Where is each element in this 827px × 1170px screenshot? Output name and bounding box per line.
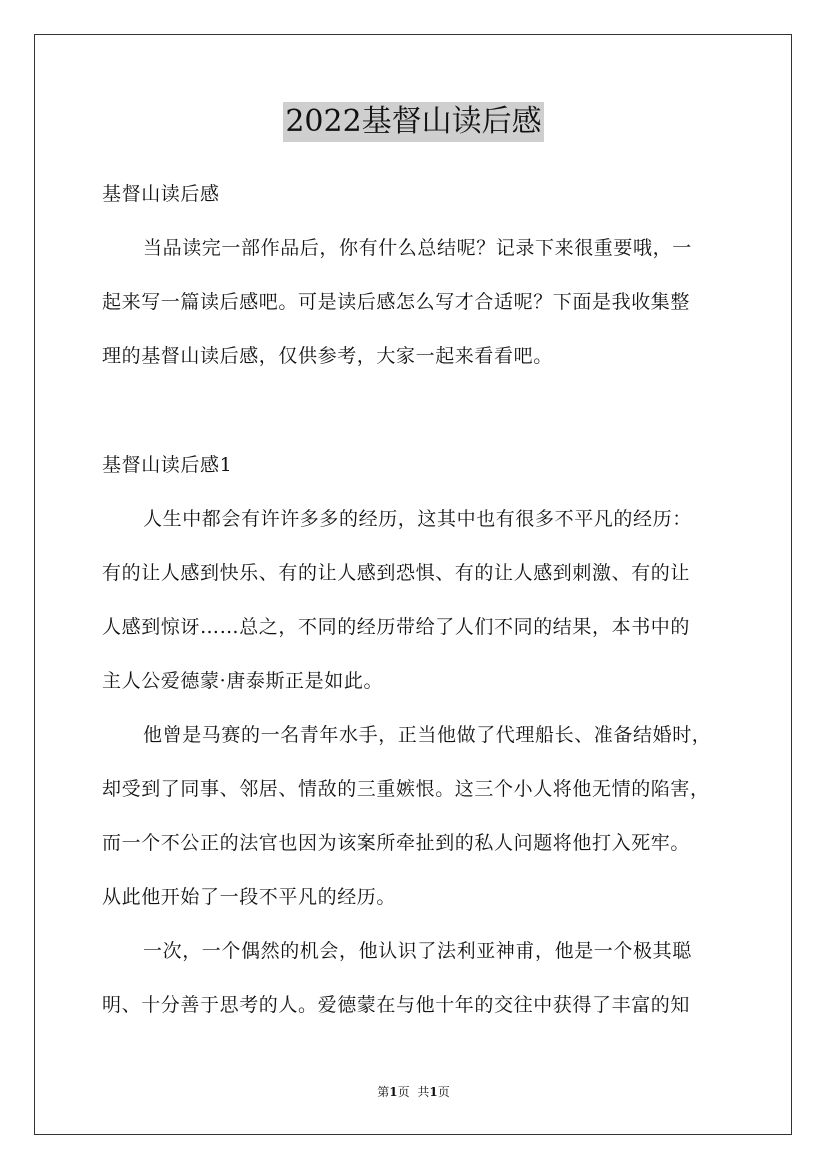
paragraph-line: 理的基督山读后感，仅供参考，大家一起来看看吧。 [102, 345, 553, 367]
paragraph-line: 起来写一篇读后感吧。可是读后感怎么写才合适呢？下面是我收集整 [102, 291, 691, 313]
document-title: 2022基督山读后感 [283, 102, 543, 142]
paragraph-line: 有的让人感到快乐、有的让人感到恐惧、有的让人感到刺激、有的让 [102, 562, 691, 584]
total-label-prefix: 共 [417, 1085, 430, 1099]
paragraph-line: 明、十分善于思考的人。爱德蒙在与他十年的交往中获得了丰富的知 [102, 994, 691, 1016]
title-container [0, 102, 827, 142]
paragraph-line: 却受到了同事、邻居、情敌的三重嫉恨。这三个小人将他无情的陷害， [102, 778, 710, 800]
page-footer [0, 1083, 827, 1101]
paragraph-line: 当品读完一部作品后，你有什么总结呢？记录下来很重要哦，一 [143, 237, 692, 259]
paragraph-line: 人生中都会有许许多多的经历，这其中也有很多不平凡的经历： [143, 508, 692, 530]
paragraph-line: 主人公爱德蒙·唐泰斯正是如此。 [102, 670, 384, 692]
total-pages: 1 [429, 1085, 438, 1099]
paragraph-line: 从此他开始了一段不平凡的经历。 [102, 886, 397, 908]
paragraph-line: 一次，一个偶然的机会，他认识了法利亚神甫，他是一个极其聪 [143, 940, 692, 962]
page-label-prefix: 第 [377, 1085, 390, 1099]
page-number: 1 [389, 1085, 398, 1099]
section-heading: 基督山读后感1 [102, 454, 233, 476]
paragraph-line: 而一个不公正的法官也因为该案所牵扯到的私人问题将他打入死牢。 [102, 832, 691, 854]
total-label-suffix: 页 [437, 1085, 450, 1099]
paragraph-line: 他曾是马赛的一名青年水手，正当他做了代理船长、准备结婚时， [143, 724, 712, 746]
paragraph-line: 人感到惊讶……总之，不同的经历带给了人们不同的结果，本书中的 [102, 616, 691, 638]
section-heading: 基督山读后感 [102, 183, 220, 205]
page-label-suffix: 页 [397, 1085, 410, 1099]
